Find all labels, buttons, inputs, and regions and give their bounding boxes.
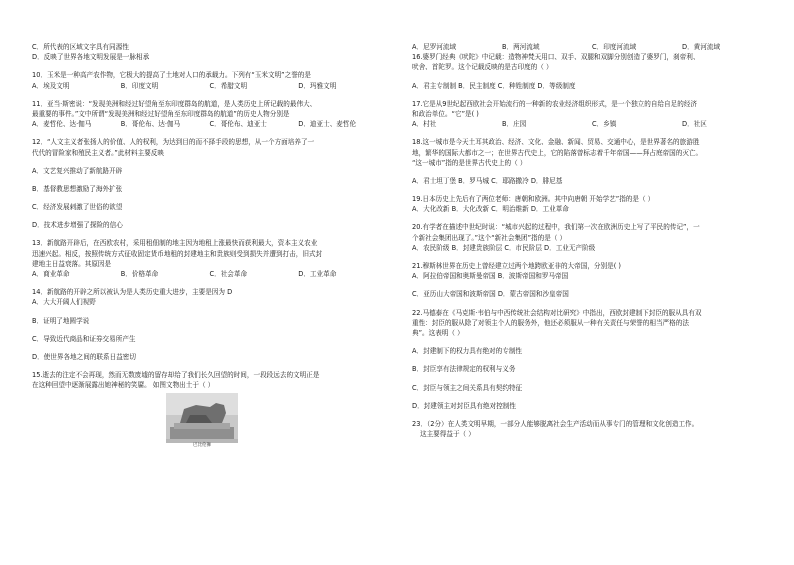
lion-artifact-figure	[166, 393, 238, 451]
question-22: 22.马德泰在《马克斯·韦伯与中西传统社会结构对比研究》中指出，西欧封建制下封臣的服从具有双	[412, 308, 702, 317]
question-16-options: A．君主专制制 B．民主制度 C．种姓制度 D．等级制度	[412, 81, 576, 90]
option: D．工业革命	[298, 270, 337, 278]
question-18-cont: “这一城市”指的是世界古代史上的（ ）	[412, 158, 527, 167]
question-10: 10．玉米是一种高产农作物，它极大的提高了土地对人口的承载力。下列有“玉米文明”之誉的是	[32, 71, 311, 80]
option-d: D．技术进步增强了探险的信心	[32, 221, 123, 230]
question-19-options: A．大化改新 B．大化改新 C．明治维新 D．工业革命	[412, 205, 569, 214]
question-22-cont: 典”。这表明（ ）	[412, 328, 464, 337]
question-13-options	[32, 269, 387, 279]
question-17-options	[412, 119, 772, 129]
question-15: 15.逝去的注定不会再现，然而无数废墟的留存却给了我们长久回望的时间，一段段远去的文明正是	[32, 371, 320, 380]
question-11: 11．亚当·斯密说：“发现美洲和经过好望角至东印度群岛的航道，是人类历史上所记载的最伟大、	[32, 99, 317, 108]
option: C．印度河流域	[592, 43, 637, 51]
question-23-cont: 这主要得益于（ ）	[420, 430, 475, 439]
right-column	[412, 42, 772, 439]
question-18-options: A．君士坦丁堡 B．罗马城 C．耶路撒冷 D．腓尼基	[412, 176, 563, 185]
question-13-cont: 建地主日益衰落。其原因是	[32, 259, 112, 268]
option: B．庄园	[502, 120, 527, 129]
question-19: 19.日本历史上先后有了两位老师：唐朝和欧洲。其中向唐朝 开始学艺”指的是（ ）	[412, 195, 655, 204]
option-b: B．封臣享有法律规定的权利与义务	[412, 365, 516, 374]
question-13-cont: 迅速兴起。相反，按照传统方式征收固定货币地租的封建地主和贵族则受到损失并遭到打击，旧式封	[32, 249, 323, 258]
option: C．哥伦布、迪亚士	[209, 120, 267, 129]
question-14: 14．新航路的开辟之所以被认为是人类历史重大进步，主要是因为 D	[32, 288, 233, 297]
question-16: 16.婆罗门经典《吠陀》中记载：造物神梵天用口、双手、双腿和双脚分别创造了婆罗门，刹帝利、	[412, 53, 700, 62]
question-21-options-ab: A．阿拉伯帝国和奥斯曼帝国 B．波斯帝国和罗马帝国	[412, 272, 569, 281]
question-18: 18.这一城市是今天土耳其政治、经济、文化、金融、新闻、贸易、交通中心，是世界著名的旅游胜	[412, 138, 700, 147]
figure-caption: 巴比伦狮	[193, 442, 211, 448]
option-c: C．封臣与领主之间关系具有契约特征	[412, 383, 523, 392]
option-d: D．使世界各地之间的联系日益密切	[32, 352, 136, 361]
option-c: C．导致近代商品和证券交易所产生	[32, 334, 136, 343]
question-18-cont: 地，繁华的国际大都市之一；在世界古代史上，它的陷落曾标志着千年帝国——拜占庭帝国的灭亡。	[412, 148, 703, 157]
option: C．社会革命	[209, 270, 248, 278]
question-17: 17.它是从9世纪起西欧社会开始流行的一种新的农业经济组织形式，是一个独立的自给自足的经济	[412, 99, 698, 108]
option-a: A．大大开阔人们视野	[32, 298, 96, 307]
option: A．尼罗河流域	[412, 43, 457, 51]
option: A．村社	[412, 120, 437, 129]
option-b: B．证明了地圆学说	[32, 316, 90, 325]
question-17-cont: 和政治单位。“它”是( )	[412, 109, 479, 118]
option: D．黄河流域	[682, 43, 721, 51]
question-11-options	[32, 119, 387, 129]
question-12: 12．“人文主义者张扬人的价值、人的权利，为达到目的而不择手段的思想，从一个方面培养了一	[32, 138, 315, 147]
option: B．印度文明	[120, 81, 159, 90]
option-a: A．文艺复兴推动了新航路开辟	[32, 166, 123, 175]
question-15-options	[412, 42, 772, 52]
question-20: 20.有学者在描述中世纪时说：“城市兴起的过程中，我们第一次在欧洲历史上写了平民的传记”，一	[412, 223, 700, 232]
left-column	[32, 42, 387, 451]
question-10-options	[32, 81, 387, 91]
question-20-cont: 个新社会集团出现了。”这个“新社会集团”指的是（ ）	[412, 233, 567, 242]
lion-statue-image	[166, 393, 238, 443]
question-20-options: A．农民阶级 B．封建贵族阶层 C．市民阶层 D．工业无产阶级	[412, 243, 596, 252]
option: B．两河流域	[502, 43, 540, 51]
option: C．希腊文明	[209, 81, 248, 90]
option: D．社区	[682, 120, 707, 129]
option: A．商业革命	[32, 270, 70, 278]
option: D．玛雅文明	[298, 81, 337, 90]
option-line: D．反映了世界各地文明发展是一脉相承	[32, 53, 150, 62]
option-d: D．封建领主对封臣具有绝对控制性	[412, 401, 516, 410]
question-22-cont: 重性：封臣的服从除了对领主个人的服务外，他还必须服从一种有关责任与荣誉的相当严格的法	[412, 318, 689, 327]
question-16-cont: 吠舍、首陀罗。这个记载反映的是古印度的（ ）	[412, 63, 553, 72]
question-23: 23．（2分）在人类文明早期，一部分人能够脱离社会生产活动而从事专门的管理和文化创造工作。	[412, 419, 699, 428]
option-a: A．封建制下的权力具有绝对的专制性	[412, 347, 523, 356]
question-13: 13．新航路开辟后，在西欧农村，采用租佃制的地主因为地租上涨最快而获利最大，资本主义农业	[32, 239, 318, 248]
option-c: C．经济发展刺激了世俗的欲望	[32, 203, 123, 212]
option: A．麦哲伦、达·伽马	[32, 120, 92, 129]
question-21: 21.穆斯林世界在历史上曾经建立过两个地跨欧亚非的大帝国，分别是( )	[412, 262, 621, 270]
option-b: B．基督教思想激励了海外扩张	[32, 184, 123, 193]
question-12-cont: 代代的冒险家和殖民主义者。”此材料主要反映	[32, 148, 164, 157]
question-15-cont: 在这种回望中逐渐展露出她神秘的笑靥。 如图文物出土于（ ）	[32, 381, 215, 390]
option-line: C．所代表的区域文字具有同源性	[32, 43, 129, 51]
option: B．哥伦布、达·伽马	[120, 120, 181, 129]
option: C．乡镇	[592, 120, 617, 129]
option: B．价格革命	[120, 270, 159, 278]
question-21-options-cd: C．亚历山大帝国和波斯帝国 D．蒙古帝国和沙皇帝国	[412, 290, 569, 299]
question-11-cont: 最重要的事件。”文中所谓“发现美洲和经过好望角至东印度群岛的航道”的历史人物分别是	[32, 109, 290, 118]
option: A．埃及文明	[32, 81, 70, 90]
option: D．迪亚士、麦哲伦	[298, 120, 357, 129]
